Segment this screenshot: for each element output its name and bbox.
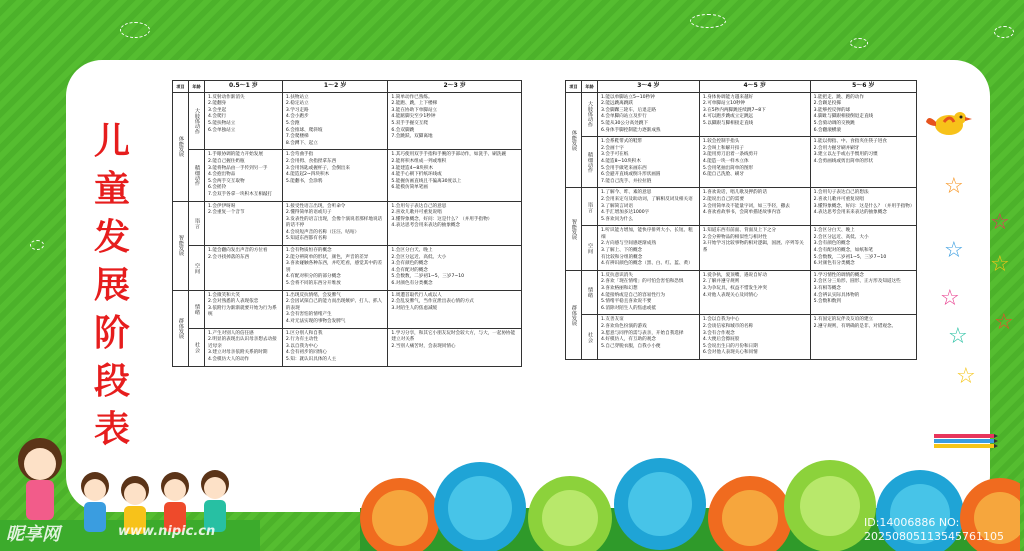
cell-line: 5.能扶物站立 [208, 120, 236, 126]
content-cell [205, 150, 283, 201]
header-age-col: 年龄 [189, 81, 205, 93]
cell-line: 1.反射动作渐消失 [208, 94, 245, 100]
category-cell: 体能发展 [173, 92, 189, 201]
cell-line: 4.手汇增加多达1000字 [601, 210, 650, 216]
image-id-line2: 20250805113545761105 [864, 530, 1004, 543]
cell-line: 1.反抗意识消失 [601, 272, 633, 278]
category-cell: 智能发展 [566, 188, 582, 271]
content-cell [699, 92, 810, 137]
cell-line: 5.会数数，二岁初1~5，三岁7~10 [391, 274, 465, 280]
subcategory-cell: 情绪 [582, 270, 598, 315]
cell-line: 2.会区分三角形、圆形、正方形及知道这些 [813, 279, 901, 285]
content-cell [282, 328, 388, 366]
content-cell [810, 137, 916, 188]
subcategory-cell: 语言 [189, 201, 205, 246]
table-row [566, 315, 917, 360]
watermark-logo: 昵享网 [6, 524, 60, 545]
content-cell [388, 150, 522, 201]
cell-line: 4.会单脚向站立及步行 [601, 114, 647, 120]
table-row [566, 92, 917, 137]
cell-line: 3.以自我为中心 [285, 343, 318, 349]
cell-line: 4.能造一块一样木立体 [702, 158, 749, 164]
cell-line: 2.会用来定句及助动词，了解相反词及相关语 [601, 196, 693, 202]
cell-line: 4.对无法实现的事物会发脾气 [285, 319, 346, 324]
cell-line: 2.喜欢「现在情绪」的可怕会害怕和恐惧 [601, 279, 684, 285]
cell-line: 5.能翻书，会涂鸦 [285, 178, 323, 184]
cell-line: 3.能在协助下单脚站立 [391, 107, 438, 113]
cell-line: 5.能握仿画直线且不偏离30度以上 [391, 178, 462, 184]
cell-line: 2.能远跳离跳跃 [601, 101, 633, 107]
star-icon: ☆ [994, 310, 1014, 335]
cell-line: 5.会说出生日的月份和日期 [702, 343, 758, 349]
content-cell [282, 150, 388, 201]
content-cell [388, 246, 522, 291]
content-cell [598, 188, 700, 226]
cell-line: 5.以脚跟与脚相接走直线 [702, 120, 754, 126]
cell-line: 2.喜欢儿歌并可重复说唱 [391, 210, 442, 216]
image-id-line1: ID:14006886 NO: [864, 516, 960, 529]
cell-line: 3.会用汤匙或握杯子，会倒出来 [285, 165, 350, 171]
dashed-cloud-decoration [120, 22, 150, 38]
cell-line: 3.建立对母亲依附关系的时期 [208, 350, 268, 356]
cell-line: 3.了解简言词语 [601, 203, 633, 209]
cell-line: 1.产生对别人的信任感 [208, 330, 254, 336]
content-cell [810, 92, 916, 137]
cell-line: 2.能自己握住奶瓶 [208, 158, 245, 164]
subcategory-cell: 大肢体动作 [189, 92, 205, 150]
cell-line: 2.方向感与空间感逐渐成熟 [601, 241, 656, 247]
content-cell [282, 92, 388, 150]
cell-line: 6.会双脚跳 [391, 127, 415, 133]
cell-line: 5.喜欢问为什么 [601, 216, 633, 222]
cell-line: 4.有配对积分的的部分概念 [285, 274, 341, 280]
content-cell [810, 270, 916, 315]
table-row [173, 201, 522, 246]
cell-line: 3.能用剪刀沿着一条线剪开 [702, 152, 758, 158]
cell-line: 3.会用简单及不能量字词，如三乎轻，撒去 [702, 203, 790, 209]
cell-line: 4.脚趾与脚跟相接倒退走直线 [813, 114, 874, 120]
cell-line: 4.表达思考会用来表达的抽象概念 [391, 223, 461, 229]
cell-line: 7.会跳跃、双脚离地 [391, 134, 433, 140]
cell-line: 2.会分辨物品的相似性与相对性 [702, 234, 767, 240]
content-cell [205, 246, 283, 291]
development-table-right [565, 80, 917, 360]
cell-line: 1.手眼协调的能力开始发展 [208, 152, 263, 158]
cell-line: 4.能接纳或是自己的容易性行为 [601, 292, 666, 298]
cell-line: 2.会对熟悉的人表现依恋 [208, 299, 259, 305]
cell-line: 1.接受性语言出现，会听命令 [285, 203, 346, 209]
content-cell [388, 328, 522, 366]
category-cell: 智能发展 [173, 201, 189, 290]
title-char: 儿 [93, 121, 130, 162]
development-table-left [172, 80, 522, 367]
dashed-cloud-decoration [690, 14, 726, 28]
star-icon: ☆ [944, 238, 964, 263]
cell-line: 4.好模仿人，有互助的观念 [601, 337, 656, 343]
star-icon: ☆ [956, 364, 976, 389]
cell-line: 5.能从30公分高处跳下 [601, 120, 648, 126]
cell-line: 3.有相等概念 [813, 286, 841, 292]
cell-line: 4.能手心朝下折纸环线或 [391, 172, 442, 178]
cell-line: 1.了解今、昨、素的意思 [601, 190, 652, 196]
subcategory-cell: 精细动作 [189, 150, 205, 201]
content-cell [699, 137, 810, 188]
cell-line: 2.能将积木组成一列或堆积 [391, 158, 447, 164]
cell-line: 1.有固定的玩伴及友谊的建立 [813, 317, 874, 323]
subcategory-cell: 精细动作 [582, 137, 598, 188]
cell-line: 2.会画十字 [601, 145, 624, 151]
watermark-url: www.nipic.cn [118, 524, 216, 539]
table-row [566, 137, 917, 188]
header-item-col: 项目 [173, 81, 189, 93]
cell-line: 6.能自己洗脸、刷牙 [702, 172, 744, 178]
cell-line: 3.懂得象概念，好问：这是什么？（并用手指物） [813, 203, 915, 209]
cell-line: 5.会用手做笔来画东西 [601, 165, 647, 171]
cell-line: 1.学习分享，和其它小朋友玩时会较大方，与大，一起协协能建立对关系 [391, 330, 516, 343]
cell-line: 1.周遭首取代行人或以人 [391, 292, 442, 298]
cell-line: 4.会有配对的概念 [391, 267, 428, 273]
cell-line: 2.会寻找掉落的东西 [208, 254, 250, 260]
cell-line: 2.能分辨简单的形状，颜色，声音的差异 [285, 254, 369, 260]
content-cell [598, 137, 700, 188]
cell-line: 5.自己穿脱衣服，自我小小便 [601, 343, 661, 349]
cell-line: 1.身体协调能力越来越好 [702, 94, 754, 100]
subcategory-cell: 情绪 [189, 290, 205, 328]
cell-line: 3.了解上、下的概念 [601, 248, 643, 254]
cell-line: 5.会两手交互取物 [208, 178, 245, 184]
cell-line: 3.开始学习比较事物的相对逻辑，国展、序列等关系 [702, 241, 804, 254]
table-row [566, 188, 917, 226]
cell-line: 6.会避开直线或倒斗形状画圆 [601, 172, 661, 178]
cell-line: 2.会区分远近、高低、大小 [391, 254, 447, 260]
cell-line: 5.知：就认识具体的人主 [285, 356, 337, 362]
cell-line: 3.喜欢格丽和幻想 [601, 286, 638, 292]
image-id-caption [864, 516, 1004, 544]
cell-line: 1.知道东西有前面、背面及上下之分 [702, 228, 777, 234]
content-cell [282, 246, 388, 291]
table-header-row [173, 81, 522, 93]
subcategory-cell: 社会 [189, 328, 205, 366]
cell-line: 1.会区分白天、晚上 [813, 228, 855, 234]
star-icon: ☆ [948, 324, 968, 349]
cell-line: 4.会说短声音的名称（汪汪、咕咕） [285, 229, 360, 235]
cell-line: 2.了解并遵守规则 [702, 279, 740, 285]
cell-line: 3.会有害怕的情绪产生 [285, 312, 332, 318]
cell-line: 1.听识能力增加，能快序排列大小、长短、粗细 [601, 228, 693, 240]
content-cell [205, 201, 283, 246]
table-row [173, 92, 522, 150]
age-column-header: 3～4 岁 [598, 81, 700, 93]
cell-line: 2.能跑、跳，上下楼梯 [391, 101, 438, 107]
cell-line: 5.知道东西都有名称 [285, 236, 328, 242]
subcategory-cell: 社会 [582, 315, 598, 360]
age-column-header: 1～2 岁 [282, 81, 388, 93]
cell-line: 1.会弯曲手指 [285, 152, 314, 158]
cell-line: 5.双手手握交互爬 [391, 120, 428, 126]
category-cell: 群体发展 [566, 270, 582, 359]
cell-line: 4.能造8~10块积木 [601, 158, 641, 164]
cell-line: 1.友善友谊 [601, 317, 624, 323]
age-column-header: 5～6 岁 [810, 81, 916, 93]
cell-line: 6.会单独站立 [208, 127, 236, 133]
cell-line: 1.其巧使用双手手指和手腕的手部动作，如洗手、刷洗碗 [391, 152, 507, 158]
cell-line: 4.表达思考会用来来表达的抽象概念 [813, 210, 887, 216]
cell-line: 3.愿意与同伴的需与表亲，开始自我选择 [601, 330, 684, 336]
cell-line: 2.会重复一个音节 [208, 210, 245, 216]
cell-line: 2.会踢足投掷 [813, 101, 841, 107]
star-icon: ☆ [944, 174, 964, 199]
cell-line: 3.在5秒内两脚跳连续跳7~8下 [702, 107, 766, 113]
cell-line: 2.会谈信家和城市的名称 [702, 324, 754, 329]
cell-line: 2.会乱发脾气，当作宣泄出表心情的方式 [391, 299, 474, 305]
cell-line: 1.会以自我为中心 [702, 317, 740, 323]
cell-line: 4.会有初步的同情心 [285, 350, 328, 356]
cell-line: 1.较会控制手指头 [702, 139, 740, 145]
cell-line: 4.会模仿大人的动作 [208, 356, 250, 362]
content-cell [282, 201, 388, 246]
cell-line: 5.会数数，二岁初1~5，三岁7~10 [813, 254, 887, 260]
table-row [173, 290, 522, 328]
content-cell [699, 226, 810, 271]
cell-line: 1.能以单脚站立5~10秒钟 [601, 94, 655, 100]
cell-line: 2.稳定站立 [285, 101, 309, 107]
cell-line: 3.会脚踝三轮车，后退走路 [601, 107, 656, 113]
cell-line: 1.会用句子表达自己的想法 [813, 190, 869, 196]
cell-line: 4.有辨识颜色的概念（黑、白、红、蓝、黄） [601, 261, 693, 267]
content-cell [810, 226, 916, 271]
cell-line: 1.会有物质恒存的概念 [285, 248, 332, 254]
cell-line: 1.会用句子表达自己的意思 [391, 203, 447, 209]
cell-line: 6.会对他人表现关心和同情 [702, 350, 758, 356]
content-cell [205, 92, 283, 150]
dashed-cloud-decoration [994, 26, 1014, 38]
cell-line: 7.能自己洗手、并拉拉链 [601, 178, 652, 184]
title-char: 段 [93, 361, 130, 402]
cell-line: 3.会坐起 [208, 107, 227, 113]
cell-line: 3.会有合作观念 [702, 330, 735, 336]
title-char: 表 [93, 409, 130, 450]
cell-line: 5.会将不同的东西分开堆放 [285, 281, 341, 287]
cell-line: 1.喜欢说话，唱儿歌及押韵的话 [702, 190, 767, 196]
dashed-cloud-decoration [30, 240, 44, 250]
cell-line: 3.能建造4~8块积木 [391, 165, 434, 171]
content-cell [810, 188, 916, 226]
cell-line: 1.会伊伊呀呀 [208, 203, 236, 209]
cell-line: 5.情绪平稳且喜欢说不要 [601, 299, 652, 305]
bird-icon [924, 108, 974, 138]
cell-line: 3.学习走路 [285, 107, 309, 113]
cell-line: 2.遵守规则，有明确的是非、对错观念。 [813, 324, 897, 329]
cell-line: 1.能把走、跳、跑的动作 [813, 94, 864, 100]
cell-line: 3.会有颜色的概念 [813, 241, 851, 247]
cell-line: 1.能以拇指、中、食指夹住筷子进食 [813, 139, 887, 145]
subcategory-cell: 语言 [582, 188, 598, 226]
cell-line: 1.会区分白天、晚上 [391, 248, 433, 254]
cell-line: 6.对颜色有分类概念 [813, 261, 855, 267]
star-icon: ☆ [940, 286, 960, 311]
page-title [92, 120, 132, 452]
table-row [173, 328, 522, 366]
cell-line: 4.对他人表现关心及同情心 [702, 292, 758, 298]
cell-line: 2.会因试探自己的能力而出现嫉妒、打人、抓人的表现 [285, 299, 383, 311]
cell-line: 2.喜欢角色扮演的游戏 [601, 324, 647, 329]
content-cell [598, 92, 700, 137]
cell-line: 5.会跑 [285, 120, 300, 126]
subcategory-cell: 空间 [582, 226, 598, 271]
cell-line: 2.会用力握牙刷并刷牙 [813, 145, 860, 151]
content-cell [388, 290, 522, 328]
dashed-cloud-decoration [850, 38, 868, 48]
cell-line: 7.会双手各拿一块积木互相敲打 [208, 191, 273, 197]
cell-line: 4.会爬行 [208, 114, 227, 120]
cell-line: 6.会翻滚横滚 [813, 127, 841, 133]
cell-line: 3.懂得象概念，好问：这是什么？（并用手指物） [391, 216, 493, 222]
star-icon: ☆ [990, 252, 1010, 277]
subcategory-cell: 大肢体动作 [582, 92, 598, 137]
cell-line: 3.对陌生人的焦虑减缓 [391, 305, 438, 311]
title-char: 展 [93, 265, 130, 306]
table-header-row [566, 81, 917, 93]
cell-line: 3.会有颜色的概念 [391, 261, 428, 267]
cell-line: 8.会蹲下、起立 [285, 140, 318, 146]
cell-line: 2.行为有主动性 [285, 337, 318, 343]
content-cell [598, 226, 700, 271]
cell-line: 6.会推球、爬斜坡 [285, 127, 323, 133]
content-cell [205, 290, 283, 328]
table-row [173, 150, 522, 201]
content-cell [699, 270, 810, 315]
cell-line: 2.会叫上和解开扣子 [702, 145, 744, 151]
cell-line: 1.扶物站立 [285, 94, 309, 100]
cell-line: 2.会区分远近、高低、大小 [813, 234, 869, 240]
cell-line: 2.能说出自己的需要 [702, 196, 744, 202]
cell-line: 1.出现反抗情绪，会发脾气 [285, 292, 341, 298]
header-age-col: 年龄 [582, 81, 598, 93]
cell-line: 4.能造起2~四块积木 [285, 172, 330, 178]
content-cell [699, 188, 810, 226]
content-cell [388, 201, 522, 246]
cell-line: 6.消除对陌生人的焦虑或抵 [601, 305, 656, 311]
content-cell [810, 315, 916, 360]
cell-line: 2.可单脚站立10秒钟 [702, 101, 746, 107]
cell-line: 1.会系鞋带式的鞋带 [601, 139, 643, 145]
title-char: 阶 [93, 313, 130, 354]
cell-line: 3.能将物品由一手传到另一手 [208, 165, 268, 171]
cell-line: 2.能翻身 [208, 101, 227, 107]
cell-line: 2.喜欢儿歌并可重复说唱 [813, 196, 864, 202]
cell-line: 4.会辨认实际具体物的 [813, 292, 860, 298]
header-item-col: 项目 [566, 81, 582, 93]
subcategory-cell: 空间 [189, 246, 205, 291]
cell-line: 1.会微笑和大笑 [208, 292, 240, 298]
cell-line: 4.会剪画线或剪出简单的形状 [813, 158, 874, 164]
age-column-header: 0.5～1 岁 [205, 81, 283, 93]
cell-line: 2.明显的表现出认识母亲想去动接近母亲 [208, 337, 277, 349]
cell-line: 5.会用笔抽出简单的图形 [702, 165, 754, 171]
title-char: 童 [93, 169, 130, 210]
cell-line: 3.依附行为渐渐就要开始为行为系统 [208, 305, 277, 318]
cell-line: 6.能模仿简单笔画 [391, 185, 428, 191]
table-row [566, 226, 917, 271]
content-cell [205, 328, 283, 366]
cell-line: 4.可以跑步跳或立定跳远 [702, 114, 754, 120]
content-cell [699, 315, 810, 360]
cell-line: 有比较和分组的概念 [601, 254, 643, 260]
cell-line: 1.学习情性的调情的概念 [813, 272, 864, 278]
cell-line: 4.会有配对的概念，如纸和笔 [813, 248, 874, 254]
table-row [173, 246, 522, 291]
cell-line: 4.喜欢看故事书，会简单描述故事内容 [702, 210, 781, 216]
cell-line: 4.能踮脚尖至少1秒钟 [391, 114, 436, 120]
cell-line: 4.会抱出物品 [208, 172, 236, 178]
content-cell [598, 270, 700, 315]
cell-line: 3.建立以左手或右手惯用的习惯 [813, 152, 878, 158]
cell-line: 5.会骑动调的交换跳 [813, 120, 855, 126]
star-icon: ☆ [990, 210, 1010, 235]
cell-line: 2.会用拇、食指捏拿东西 [285, 158, 337, 164]
category-cell: 群体发展 [173, 290, 189, 366]
cell-line: 3.能够控反弹的球 [813, 107, 851, 113]
cell-line: 1.简单动作已熟练。 [391, 94, 433, 100]
content-cell [598, 315, 700, 360]
age-column-header: 2～3 岁 [388, 81, 522, 93]
table-row [566, 270, 917, 315]
cell-line: 6.身体手脚控制能力逐渐成熟 [601, 127, 661, 133]
cell-line: 4.会小跑步 [285, 114, 309, 120]
cell-line: 6.会摇铃 [208, 185, 227, 191]
cell-line: 2.懂得简单的语或句子 [285, 210, 332, 216]
content-cell [282, 290, 388, 328]
cell-line: 5.会数和数到 [813, 299, 841, 305]
cell-line: 4.大便后会擦屁股 [702, 337, 740, 343]
cell-line: 6.对颜色有分类概念 [391, 281, 433, 287]
title-char: 发 [93, 217, 130, 258]
cell-line: 1.能会翻向发出声音的方位看 [208, 248, 268, 254]
age-column-header: 4～5 岁 [699, 81, 810, 93]
cell-line: 3.喜欢碰触各种东西，并吃吃看，感觉其中的差别 [285, 261, 383, 273]
cell-line: 1.爱争执，爱顶嘴，遇说自好动 [702, 272, 767, 278]
content-cell [388, 92, 522, 150]
cell-line: 3.会手可在纸 [601, 152, 629, 158]
cell-line: 7.会爬楼梯 [285, 134, 309, 140]
cell-line: 1.区分别人和自我 [285, 330, 323, 336]
category-cell: 体能发展 [566, 92, 582, 188]
cell-line: 2.当别人痛苦时，会表现同情心 [391, 343, 456, 349]
cell-line: 3.为争玩具，权益不惜发生冲突 [702, 286, 767, 292]
cell-line: 3.发表性的语言出现，会像个演说者那样地说话的话不停 [285, 216, 383, 229]
